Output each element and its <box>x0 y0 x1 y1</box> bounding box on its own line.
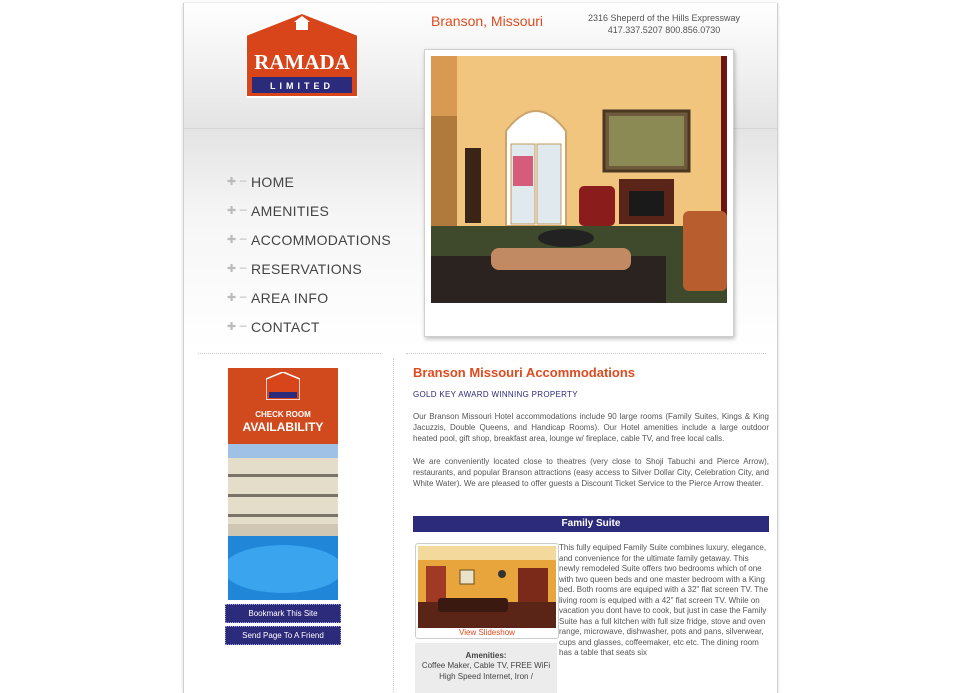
nav-label: AREA INFO <box>251 289 329 306</box>
nav-label: RESERVATIONS <box>251 260 362 277</box>
intro-paragraph: Our Branson Missouri Hotel accommodations include 90 large rooms (Family Suites, Kings & King Jacuzzis, Double Queens, and Handicap Rooms). Our Hotel amenities include a large outdoor heated pool, gift shop, breakfast area, lounge w/ fireplace, cable TV, and free local calls. <box>413 412 769 443</box>
suite-description: This fully equiped Family Suite combines luxury, elegance, and convenience for the ultimate family getaway. This newly remodeled Suite offers two bedrooms which of one with two queen beds and one master bedroom with a King bed. Both rooms are equiped with a 32" flat screen TV. The living room is equiped with a 42" flat screen TV. While on vacation you dont have to cook, but just in case the Family Suite has a full kitchen with full size fridge, stove and oven range, microwave, dishwasher, pots and pans, silverwear, cups and glasses, coffeemaker, etc etc. The dining room has a table that seats six <box>559 543 769 657</box>
nav-label: HOME <box>251 173 295 190</box>
logo-brand-text: RAMADA <box>254 50 350 74</box>
nav-item-area-info[interactable] <box>227 283 391 312</box>
amenities-text: Coffee Maker, Cable TV, FREE WiFi High Speed Internet, Iron / <box>421 661 551 681</box>
availability-line1: CHECK ROOM <box>255 410 311 419</box>
page-title: Branson Missouri Accommodations <box>413 365 635 380</box>
ramada-logo[interactable] <box>246 13 358 99</box>
send-to-friend-button[interactable]: Send Page To A Friend <box>225 626 341 645</box>
ramada-small-logo <box>266 372 300 400</box>
page-container <box>183 3 778 693</box>
nav-label: CONTACT <box>251 318 320 335</box>
plus-icon: ✚ ─ <box>227 175 247 188</box>
location-paragraph: We are conveniently located close to theatres (very close to Shoji Tabuchi and Pierce Arrow), restaurants, and popular Branson attractions (easy access to Silver Dollar City, Celebration City, and White Water). We are pleased to offer guests a Discount Ticket Service to the Pierce Arrow theater. <box>413 457 769 488</box>
view-slideshow-link[interactable]: View Slideshow <box>459 628 515 637</box>
suite-photo[interactable] <box>418 546 556 628</box>
divider <box>198 353 381 354</box>
plus-icon: ✚ ─ <box>227 204 247 217</box>
main-content <box>413 365 769 489</box>
main-nav <box>227 167 391 341</box>
nav-item-reservations[interactable] <box>227 254 391 283</box>
nav-item-amenities[interactable] <box>227 196 391 225</box>
divider <box>406 353 766 354</box>
suite-amenities-box <box>415 643 557 693</box>
lobby-photo <box>431 56 727 303</box>
nav-item-contact[interactable] <box>227 312 391 341</box>
pool-photo <box>228 444 338 600</box>
suite-photo-box <box>415 543 559 639</box>
page-subtitle: GOLD KEY AWARD WINNING PROPERTY <box>413 390 578 399</box>
check-availability-banner[interactable] <box>228 368 338 600</box>
nav-label: ACCOMMODATIONS <box>251 231 392 248</box>
bookmark-button[interactable]: Bookmark This Site <box>225 604 341 623</box>
nav-label: AMENITIES <box>251 202 330 219</box>
nav-item-home[interactable] <box>227 167 391 196</box>
availability-line2: AVAILABILITY <box>242 420 324 434</box>
logo-sub-text: LIMITED <box>270 81 334 91</box>
phone-text: 417.337.5207 800.856.0730 <box>607 25 721 35</box>
contact-info <box>564 12 764 36</box>
amenities-title: Amenities: <box>465 651 507 660</box>
column-divider <box>393 358 394 693</box>
nav-item-accommodations[interactable] <box>227 225 391 254</box>
plus-icon: ✚ ─ <box>227 291 247 304</box>
plus-icon: ✚ ─ <box>227 233 247 246</box>
family-suite-heading: Family Suite <box>413 516 769 532</box>
lobby-photo-frame <box>424 49 734 337</box>
plus-icon: ✚ ─ <box>227 262 247 275</box>
city-heading: Branson, Missouri <box>431 13 544 29</box>
address-text: 2316 Sheperd of the Hills Expressway <box>587 13 741 23</box>
plus-icon: ✚ ─ <box>227 320 247 333</box>
